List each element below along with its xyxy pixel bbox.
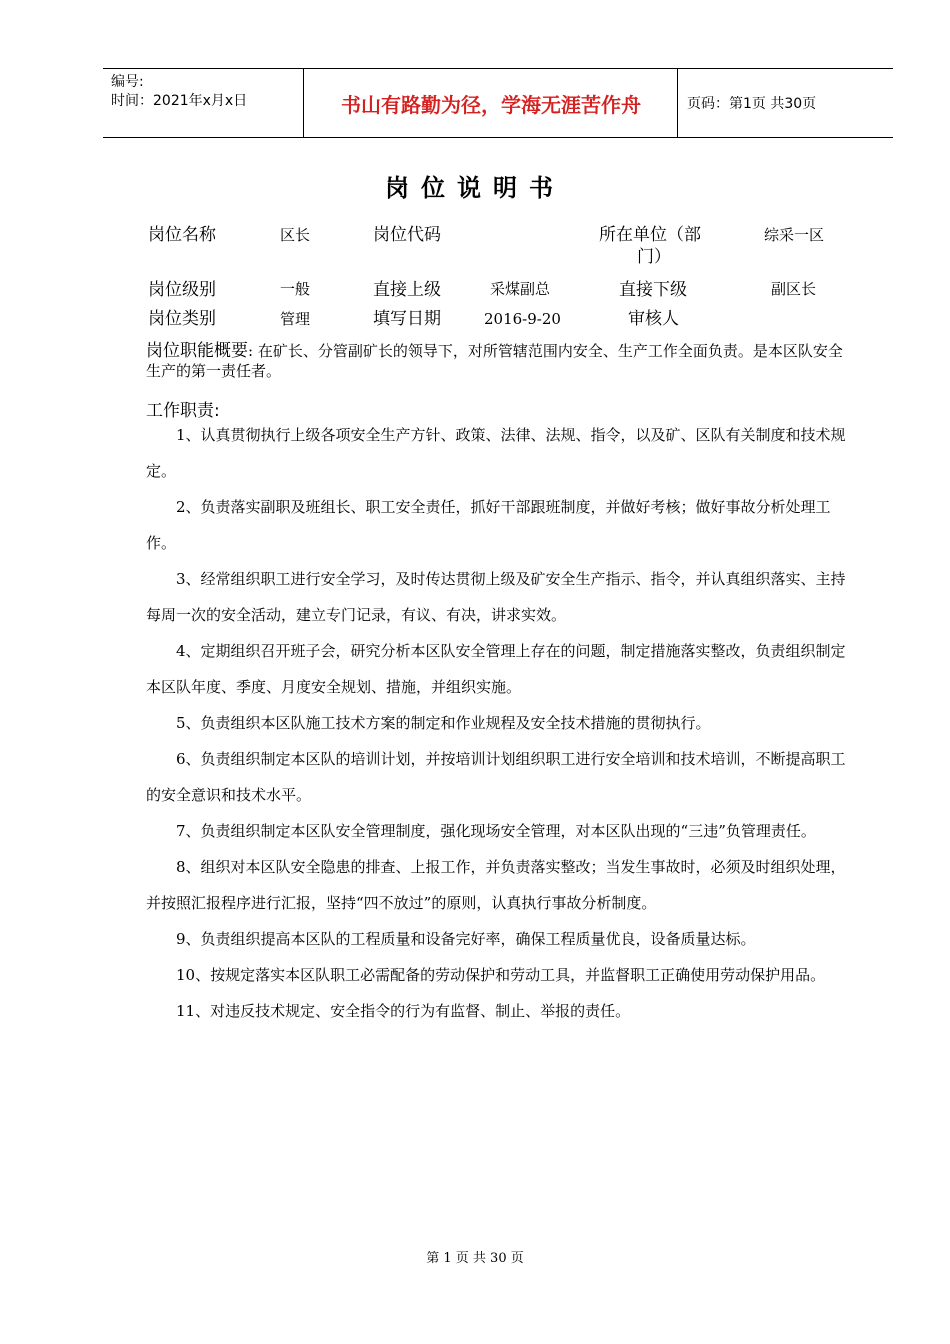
- duty-item: 2、负责落实副职及班组长、职工安全责任，抓好干部跟班制度，并做好考核；做好事故分析处理工作。: [146, 498, 831, 552]
- value-position-name: 区长: [280, 226, 311, 244]
- duty-item: 4、定期组织召开班子会，研究分析本区队安全管理上存在的问题，制定措施落实整改，负责组织制定本区队年度、季度、月度安全规划、措施，并组织实施。: [146, 642, 846, 696]
- duty-item: 1、认真贯彻执行上级各项安全生产方针、政策、法律、法规、指令，以及矿、区队有关制度和技术规定。: [146, 426, 846, 480]
- header-motto: 书山有路勤为径，学海无涯苦作舟: [341, 92, 641, 117]
- duty-item: 11、对违反技术规定、安全指令的行为有监督、制止、举报的责任。: [176, 1002, 631, 1020]
- duty-item: 9、负责组织提高本区队的工程质量和设备完好率，确保工程质量优良，设备质量达标。: [176, 930, 756, 948]
- duties-list: [146, 417, 854, 1029]
- page-header: [103, 68, 893, 138]
- header-divider-right: [677, 69, 678, 137]
- label-position-category: 岗位类别: [148, 309, 216, 329]
- value-department: 综采一区: [764, 226, 825, 244]
- duty-item: 10、按规定落实本区队职工必需配备的劳动保护和劳动工具，并监督职工正确使用劳动保护用品。: [176, 966, 826, 984]
- document-title: 岗位说明书: [385, 174, 565, 202]
- duty-item: 7、负责组织制定本区队安全管理制度，强化现场安全管理，对本区队出现的“三违”负管理责任。: [176, 822, 816, 840]
- header-page-label: 页码：第1页 共30页: [687, 96, 817, 112]
- duty-item: 5、负责组织本区队施工技术方案的制定和作业规程及安全技术措施的贯彻执行。: [176, 714, 711, 732]
- label-position-code: 岗位代码: [373, 225, 441, 245]
- duty-item: 3、经常组织职工进行安全学习，及时传达贯彻上级及矿安全生产指示、指令，并认真组织落实、主持每周一次的安全活动，建立专门记录，有议、有决，讲求实效。: [146, 570, 846, 624]
- duty-item: 8、组织对本区队安全隐患的排查、上报工作，并负责落实整改；当发生事故时，必须及时组织处理，并按照汇报程序进行汇报，坚持“四不放过”的原则，认真执行事故分析制度。: [146, 858, 846, 912]
- value-position-level: 一般: [280, 280, 311, 298]
- label-direct-superior: 直接上级: [373, 280, 441, 300]
- label-reviewer: 审核人: [628, 309, 679, 329]
- number-label: 编号:: [111, 74, 144, 90]
- value-fill-date: 2016-9-20: [484, 310, 561, 328]
- duty-item: 6、负责组织制定本区队的培训计划，并按培训计划组织职工进行安全培训和技术培训，不断提高职工的安全意识和技术水平。: [146, 750, 846, 804]
- label-position-level: 岗位级别: [148, 280, 216, 300]
- header-meta: [111, 73, 247, 111]
- page-footer: 第 1 页 共 30 页: [426, 1251, 524, 1266]
- label-fill-date: 填写日期: [373, 309, 441, 329]
- summary-text: : 在矿长、分管副矿长的领导下，对所管辖范围内安全、生产工作全面负责。是本区队安全生产的第一责任者。: [146, 342, 843, 380]
- value-direct-superior: 采煤副总: [490, 280, 551, 298]
- label-department-cont: 门）: [637, 247, 671, 267]
- label-direct-subordinate: 直接下级: [619, 280, 687, 300]
- time-label: 时间：2021年x月x日: [111, 93, 248, 109]
- duties-heading: 工作职责:: [146, 401, 220, 421]
- label-position-name: 岗位名称: [148, 225, 216, 245]
- value-direct-subordinate: 副区长: [771, 280, 817, 298]
- function-summary: [146, 341, 856, 381]
- value-position-category: 管理: [280, 310, 311, 328]
- summary-label: 岗位职能概要: [146, 341, 248, 361]
- label-department: 所在单位（部: [599, 225, 701, 245]
